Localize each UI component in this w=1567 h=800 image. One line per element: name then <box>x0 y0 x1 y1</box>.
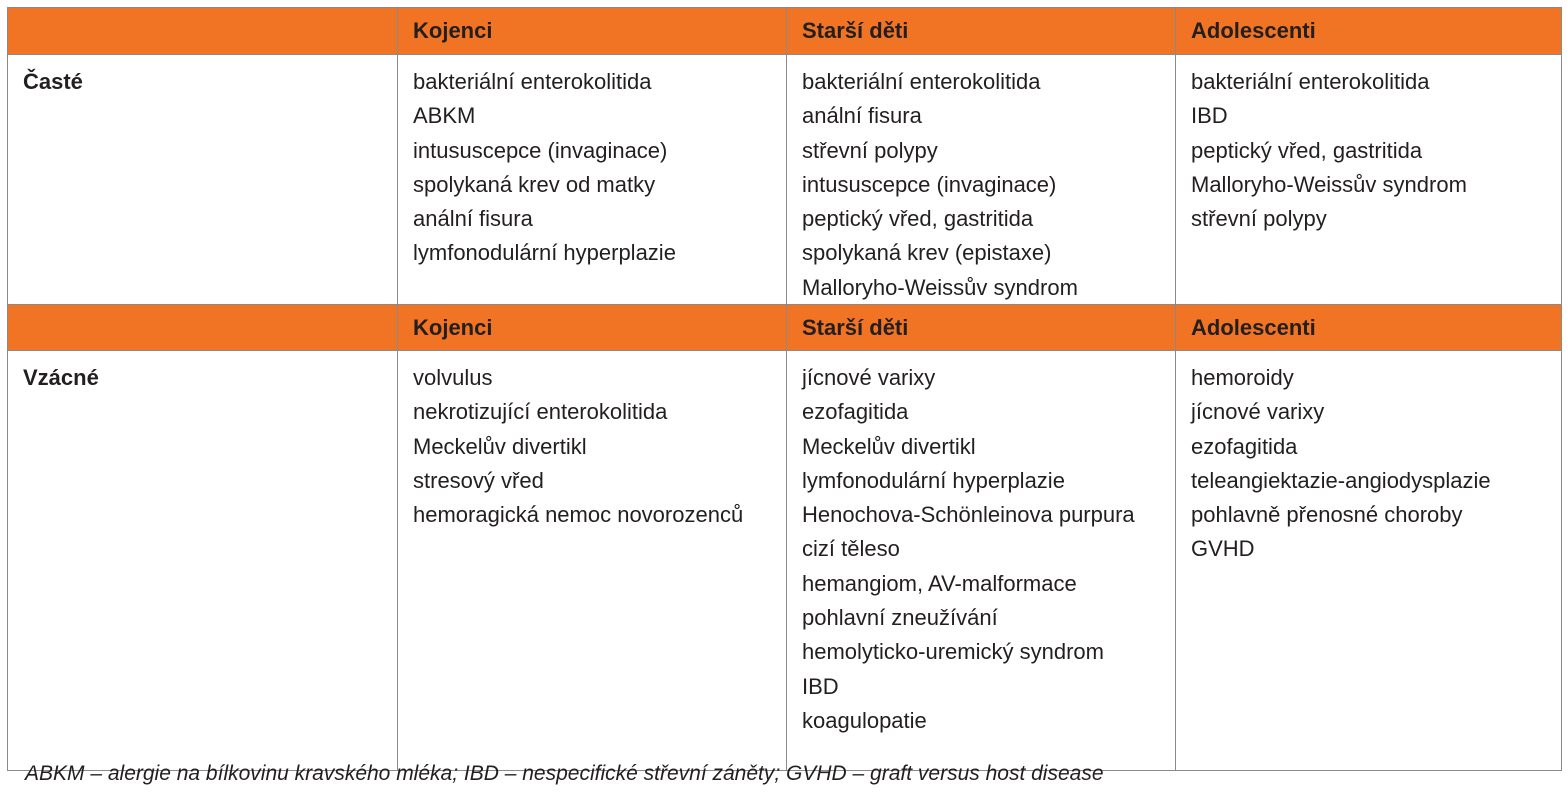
list-item: anální fisura <box>802 103 922 129</box>
list-item: ezofagitida <box>1191 433 1298 459</box>
header-adolescents: Adolescenti <box>1175 8 1561 54</box>
table-footnote: ABKM – alergie na bílkovinu kravského mléka; IBD – nespecifické střevní záněty; GVHD – graft versus host disease <box>25 762 1104 785</box>
header-older-children: Starší děti <box>786 305 1175 350</box>
header-infants: Kojenci <box>397 8 786 54</box>
list-item: spolykaná krev (epistaxe) <box>802 240 1052 266</box>
list-item: hemolyticko-uremický syndrom <box>802 639 1104 665</box>
list-item: lymfonodulární hyperplazie <box>413 240 676 266</box>
row-common <box>8 54 1561 304</box>
list-item: IBD <box>1191 103 1228 129</box>
list-item: intususcepce (invaginace) <box>802 171 1057 197</box>
rare-older-children-cell <box>786 351 1175 770</box>
list-item: GVHD <box>1191 536 1255 562</box>
list-item: anální fisura <box>413 206 533 232</box>
row-label-cell <box>8 55 397 304</box>
row-label-rare: Vzácné <box>23 365 99 390</box>
list-item: střevní polypy <box>1191 206 1327 232</box>
list-item: bakteriální enterokolitida <box>1191 69 1430 94</box>
list-item: jícnové varixy <box>802 365 936 390</box>
list-item: jícnové varixy <box>1191 399 1325 425</box>
list-item: lymfonodulární hyperplazie <box>802 467 1065 493</box>
rare-infants-cell <box>397 351 786 770</box>
common-adolescents-cell <box>1175 55 1561 304</box>
list-item: pohlavní zneužívání <box>802 605 998 631</box>
common-older-children-cell <box>786 55 1175 304</box>
list-item: hemangiom, AV-malformace <box>802 570 1077 596</box>
header-older-children: Starší děti <box>786 8 1175 54</box>
row-label-cell <box>8 351 397 770</box>
header-adolescents: Adolescenti <box>1175 305 1561 350</box>
rare-adolescents-cell <box>1175 351 1561 770</box>
list-item: stresový vřed <box>413 467 544 493</box>
list-item: Henochova-Schönleinova purpura <box>802 502 1135 528</box>
list-item: ABKM <box>413 103 476 129</box>
header-empty-cell <box>8 8 397 54</box>
header-row-rare <box>8 304 1561 350</box>
list-item: koagulopatie <box>802 707 927 733</box>
row-label-common: Časté <box>23 69 83 94</box>
list-item: hemoroidy <box>1191 365 1294 390</box>
list-item: cizí těleso <box>802 536 900 562</box>
list-item: pohlavně přenosné choroby <box>1191 502 1463 528</box>
header-infants: Kojenci <box>397 305 786 350</box>
causes-table <box>7 7 1562 771</box>
list-item: bakteriální enterokolitida <box>413 69 652 94</box>
list-item: spolykaná krev od matky <box>413 171 656 197</box>
row-rare <box>8 350 1561 770</box>
list-item: ezofagitida <box>802 399 909 425</box>
list-item: střevní polypy <box>802 137 938 163</box>
list-item: Meckelův divertikl <box>802 433 976 459</box>
list-item: intususcepce (invaginace) <box>413 137 668 163</box>
list-item: peptický vřed, gastritida <box>1191 137 1423 163</box>
list-item: Meckelův divertikl <box>413 433 587 459</box>
list-item: teleangiektazie-angiodysplazie <box>1191 467 1491 493</box>
list-item: Malloryho-Weissův syndrom <box>802 274 1078 300</box>
list-item: hemoragická nemoc novorozenců <box>413 502 744 528</box>
header-empty-cell <box>8 305 397 350</box>
list-item: IBD <box>802 673 839 699</box>
common-infants-cell <box>397 55 786 304</box>
list-item: Malloryho-Weissův syndrom <box>1191 171 1467 197</box>
list-item: nekrotizující enterokolitida <box>413 399 668 425</box>
list-item: volvulus <box>413 365 493 390</box>
list-item: peptický vřed, gastritida <box>802 206 1034 232</box>
list-item: bakteriální enterokolitida <box>802 69 1041 94</box>
header-row-common <box>8 8 1561 54</box>
